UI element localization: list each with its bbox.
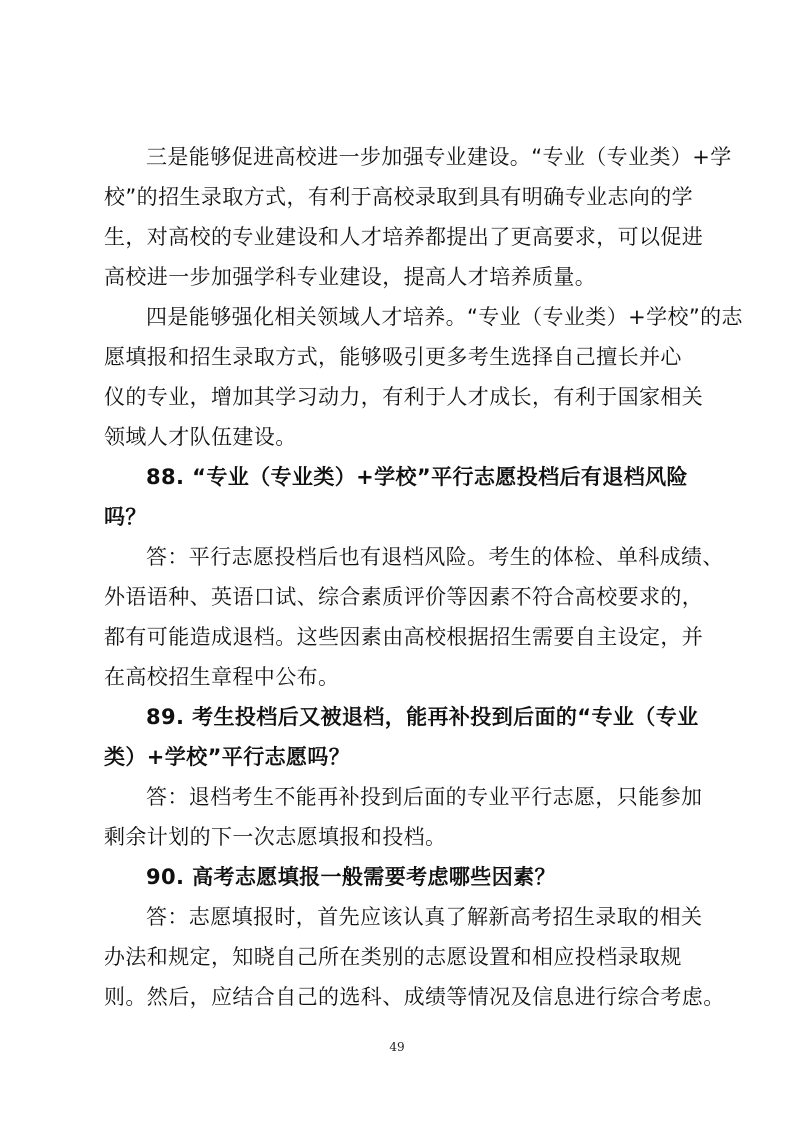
- paragraph-line: 仪的专业，增加其学习动力，有利于人才成长，有利于国家相关: [104, 385, 704, 409]
- answer-line: 在高校招生章程中公布。: [104, 665, 340, 689]
- answer-line: 办法和规定，知晓自己所在类别的志愿设置和相应投档录取规: [104, 945, 682, 969]
- paragraph-line: 高校进一步加强学科专业建设，提高人才培养质量。: [104, 265, 597, 289]
- page-number: 49: [389, 1040, 405, 1054]
- paragraph-line: 四是能够强化相关领域人才培养。“专业（专业类）+学校”的志: [146, 305, 743, 329]
- answer-line: 答：志愿填报时，首先应该认真了解新高考招生录取的相关: [146, 905, 703, 929]
- answer-line: 答：退档考生不能再补投到后面的专业平行志愿，只能参加: [146, 785, 703, 809]
- answer-line: 外语语种、英语口试、综合素质评价等因素不符合高校要求的，: [104, 585, 704, 609]
- answer-line: 则。然后，应结合自己的选科、成绩等情况及信息进行综合考虑。: [104, 985, 725, 1009]
- question-heading: 90. 高考志愿填报一般需要考虑哪些因素？: [146, 865, 556, 889]
- paragraph-line: 领域人才队伍建设。: [104, 425, 297, 449]
- answer-line: 剩余计划的下一次志愿填报和投档。: [104, 825, 447, 849]
- paragraph-line: 三是能够促进高校进一步加强专业建设。“专业（专业类）+学: [146, 145, 732, 169]
- question-heading: 类）+学校”平行志愿吗？: [104, 745, 351, 769]
- paragraph-line: 生，对高校的专业建设和人才培养都提出了更高要求，可以促进: [104, 225, 704, 249]
- answer-line: 都有可能造成退档。这些因素由高校根据招生需要自主设定，并: [104, 625, 704, 649]
- question-heading: 吗？: [104, 505, 147, 529]
- answer-line: 答：平行志愿投档后也有退档风险。考生的体检、单科成绩、: [146, 545, 724, 569]
- paragraph-line: 愿填报和招生录取方式，能够吸引更多考生选择自己擅长并心: [104, 345, 682, 369]
- question-heading: 88. “专业（专业类）+学校”平行志愿投档后有退档风险: [146, 465, 688, 489]
- paragraph-line: 校”的招生录取方式，有利于高校录取到具有明确专业志向的学: [104, 185, 694, 209]
- question-heading: 89. 考生投档后又被退档，能再补投到后面的“专业（专业: [146, 705, 699, 729]
